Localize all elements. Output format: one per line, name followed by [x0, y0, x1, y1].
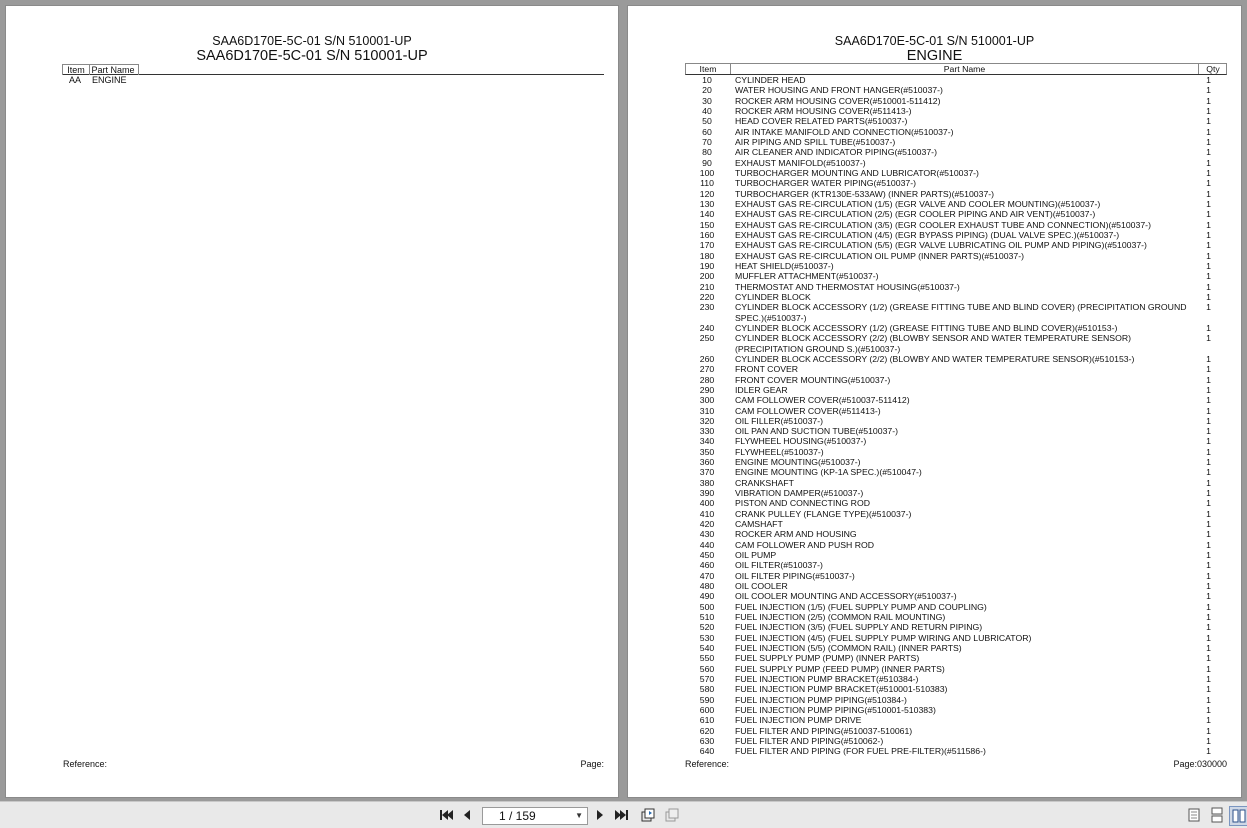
- parts-row[interactable]: [685, 251, 1227, 261]
- index-part-name: ENGINE: [92, 75, 127, 85]
- part-qty: 1: [1206, 550, 1211, 561]
- part-name: CRANKSHAFT: [735, 477, 794, 488]
- part-name: OIL PUMP: [735, 550, 777, 561]
- part-item-number: 380: [699, 477, 715, 488]
- part-name: FUEL INJECTION (4/5) (FUEL SUPPLY PUMP WIRING AND LUBRICATOR): [735, 632, 1032, 643]
- part-name: CYLINDER BLOCK ACCESSORY (1/2) (GREASE FITTING TUBE AND BLIND COVER) (PRECIPITATION GROUND SPEC.)(#510037-): [735, 302, 1187, 323]
- parts-row[interactable]: [685, 457, 1227, 467]
- parts-row[interactable]: [685, 488, 1227, 498]
- part-qty: 1: [1206, 674, 1211, 685]
- part-item-number: 20: [702, 85, 712, 96]
- part-name: MUFFLER ATTACHMENT(#510037-): [735, 271, 879, 282]
- parts-row[interactable]: [685, 385, 1227, 395]
- parts-row[interactable]: [685, 674, 1227, 684]
- part-name: OIL FILTER PIPING(#510037-): [735, 570, 855, 581]
- parts-row[interactable]: [685, 622, 1227, 632]
- part-qty: 1: [1206, 374, 1211, 385]
- parts-row[interactable]: [685, 498, 1227, 508]
- part-name: OIL FILTER(#510037-): [735, 560, 823, 571]
- part-item-number: 410: [699, 508, 715, 519]
- part-qty: 1: [1206, 240, 1211, 251]
- parts-row[interactable]: [685, 354, 1227, 364]
- parts-row[interactable]: [685, 550, 1227, 560]
- part-qty: 1: [1206, 715, 1211, 726]
- part-name: FUEL SUPPLY PUMP (PUMP) (INNER PARTS): [735, 653, 920, 664]
- parts-row[interactable]: [685, 240, 1227, 250]
- continuous-view-icon[interactable]: [1208, 806, 1226, 824]
- part-item-number: 620: [699, 725, 715, 736]
- part-qty: 1: [1206, 136, 1211, 147]
- part-name: EXHAUST GAS RE-CIRCULATION OIL PUMP (INNER PARTS)(#510037-): [735, 250, 1025, 261]
- part-item-number: 590: [699, 694, 715, 705]
- part-name: EXHAUST GAS RE-CIRCULATION (1/5) (EGR VALVE AND COOLER MOUNTING)(#510037-): [735, 198, 1101, 209]
- part-item-number: 160: [699, 229, 715, 240]
- part-item-number: 230: [699, 302, 715, 313]
- part-item-number: 50: [702, 116, 712, 127]
- parts-row[interactable]: [685, 581, 1227, 591]
- column-header-part-name: Part Name: [731, 64, 1199, 74]
- part-item-number: 180: [699, 250, 715, 261]
- parts-row[interactable]: [685, 726, 1227, 736]
- part-qty: 1: [1206, 622, 1211, 633]
- part-qty: 1: [1206, 612, 1211, 623]
- parts-row[interactable]: [685, 364, 1227, 374]
- part-item-number: 560: [699, 663, 715, 674]
- two-page-view-icon[interactable]: [1229, 806, 1247, 826]
- parts-row[interactable]: [685, 664, 1227, 674]
- part-qty: 1: [1206, 167, 1211, 178]
- part-qty: 1: [1206, 229, 1211, 240]
- part-qty: 1: [1206, 105, 1211, 116]
- part-name: PISTON AND CONNECTING ROD: [735, 498, 870, 509]
- parts-row[interactable]: [685, 96, 1227, 106]
- part-name: FUEL INJECTION PUMP DRIVE: [735, 715, 862, 726]
- part-qty: 1: [1206, 529, 1211, 540]
- parts-row[interactable]: [685, 602, 1227, 612]
- part-qty: 1: [1206, 333, 1211, 344]
- parts-row[interactable]: [685, 292, 1227, 302]
- parts-row[interactable]: [685, 633, 1227, 643]
- part-qty: 1: [1206, 322, 1211, 333]
- parts-table: [685, 63, 1227, 757]
- part-name: FUEL INJECTION (3/5) (FUEL SUPPLY AND RETURN PIPING): [735, 622, 983, 633]
- parts-row[interactable]: [685, 406, 1227, 416]
- part-name: FUEL INJECTION (1/5) (FUEL SUPPLY PUMP AND COUPLING): [735, 601, 987, 612]
- parts-row[interactable]: [685, 519, 1227, 529]
- part-qty: 1: [1206, 570, 1211, 581]
- chevron-down-icon: ▼: [575, 811, 583, 820]
- part-item-number: 340: [699, 436, 715, 447]
- part-name: FLYWHEEL HOUSING(#510037-): [735, 436, 867, 447]
- part-name: EXHAUST GAS RE-CIRCULATION (5/5) (EGR VALVE LUBRICATING OIL PUMP AND PIPING)(#510037-): [735, 240, 1147, 251]
- part-item-number: 360: [699, 457, 715, 468]
- single-page-view-icon[interactable]: [1185, 806, 1203, 824]
- part-item-number: 540: [699, 643, 715, 654]
- part-qty: 1: [1206, 653, 1211, 664]
- part-name: EXHAUST MANIFOLD(#510037-): [735, 157, 866, 168]
- right-document-page: [628, 6, 1241, 797]
- parts-row[interactable]: [685, 736, 1227, 746]
- part-qty: 1: [1206, 126, 1211, 137]
- part-item-number: 370: [699, 467, 715, 478]
- last-page-icon[interactable]: [613, 806, 631, 824]
- parts-row[interactable]: [685, 684, 1227, 694]
- part-item-number: 250: [699, 333, 715, 344]
- part-item-number: 500: [699, 601, 715, 612]
- part-name: CYLINDER BLOCK ACCESSORY (2/2) (BLOWBY AND WATER TEMPERATURE SENSOR)(#510153-): [735, 353, 1135, 364]
- part-item-number: 260: [699, 353, 715, 364]
- part-item-number: 350: [699, 446, 715, 457]
- part-qty: 1: [1206, 694, 1211, 705]
- part-name: HEAT SHIELD(#510037-): [735, 260, 834, 271]
- part-qty: 1: [1206, 178, 1211, 189]
- part-name: CYLINDER BLOCK: [735, 291, 811, 302]
- parts-row[interactable]: [685, 116, 1227, 126]
- part-item-number: 640: [699, 746, 715, 757]
- column-header-qty: Qty: [1206, 64, 1220, 74]
- part-name: FUEL FILTER AND PIPING(#510037-510061): [735, 725, 913, 736]
- part-name: FUEL INJECTION (2/5) (COMMON RAIL MOUNTING): [735, 612, 946, 623]
- part-qty: 1: [1206, 405, 1211, 416]
- prev-page-icon[interactable]: [458, 806, 476, 824]
- part-name: IDLER GEAR: [735, 384, 788, 395]
- part-item-number: 40: [702, 105, 712, 116]
- part-item-number: 70: [702, 136, 712, 147]
- part-item-number: 610: [699, 715, 715, 726]
- part-name: THERMOSTAT AND THERMOSTAT HOUSING(#510037-): [735, 281, 960, 292]
- parts-row[interactable]: [685, 147, 1227, 157]
- part-item-number: 30: [702, 95, 712, 106]
- part-name: FRONT COVER: [735, 364, 799, 375]
- part-name: CAM FOLLOWER COVER(#510037-511412): [735, 395, 910, 406]
- part-name: FUEL INJECTION PUMP BRACKET(#510001-510383): [735, 684, 948, 695]
- part-name: FLYWHEEL(#510037-): [735, 446, 824, 457]
- parts-row[interactable]: [685, 612, 1227, 622]
- parts-row[interactable]: [685, 230, 1227, 240]
- part-qty: 1: [1206, 260, 1211, 271]
- part-name: AIR PIPING AND SPILL TUBE(#510037-): [735, 136, 896, 147]
- parts-row[interactable]: [685, 137, 1227, 147]
- parts-row[interactable]: [685, 85, 1227, 95]
- part-qty: 1: [1206, 467, 1211, 478]
- part-item-number: 150: [699, 219, 715, 230]
- part-item-number: 210: [699, 281, 715, 292]
- part-item-number: 300: [699, 395, 715, 406]
- part-qty: 1: [1206, 705, 1211, 716]
- right-reference-label: Reference:: [685, 759, 730, 769]
- part-qty: 1: [1206, 188, 1211, 199]
- page-number-select[interactable]: [482, 807, 588, 825]
- part-item-number: 390: [699, 488, 715, 499]
- part-qty: 1: [1206, 75, 1211, 85]
- part-qty: 1: [1206, 446, 1211, 457]
- part-item-number: 480: [699, 581, 715, 592]
- part-name: FUEL FILTER AND PIPING (FOR FUEL PRE-FILTER)(#511586-): [735, 746, 986, 757]
- part-qty: 1: [1206, 539, 1211, 550]
- parts-row[interactable]: [685, 416, 1227, 426]
- part-name: EXHAUST GAS RE-CIRCULATION (3/5) (EGR COOLER EXHAUST TUBE AND CONNECTION)(#510037-): [735, 219, 1151, 230]
- left-reference-label: Reference:: [63, 759, 108, 769]
- part-item-number: 100: [699, 167, 715, 178]
- part-item-number: 90: [702, 157, 712, 168]
- part-qty: 1: [1206, 508, 1211, 519]
- parts-row[interactable]: [685, 478, 1227, 488]
- part-qty: 1: [1206, 353, 1211, 364]
- part-qty: 1: [1206, 384, 1211, 395]
- parts-row[interactable]: [685, 571, 1227, 581]
- index-item-code: AA: [68, 75, 81, 85]
- part-qty: 1: [1206, 302, 1211, 313]
- part-name: HEAD COVER RELATED PARTS(#510037-): [735, 116, 908, 127]
- part-name: OIL PAN AND SUCTION TUBE(#510037-): [735, 426, 899, 437]
- parts-row[interactable]: [685, 746, 1227, 756]
- parts-row[interactable]: [685, 282, 1227, 292]
- part-name: CYLINDER BLOCK ACCESSORY (1/2) (GREASE FITTING TUBE AND BLIND COVER)(#510153-): [735, 322, 1118, 333]
- part-qty: 1: [1206, 209, 1211, 220]
- parts-row[interactable]: [685, 705, 1227, 715]
- part-name: OIL FILLER(#510037-): [735, 415, 824, 426]
- part-item-number: 130: [699, 198, 715, 209]
- part-qty: 1: [1206, 581, 1211, 592]
- part-item-number: 530: [699, 632, 715, 643]
- part-qty: 1: [1206, 591, 1211, 602]
- part-item-number: 420: [699, 519, 715, 530]
- part-qty: 1: [1206, 477, 1211, 488]
- part-name: FUEL INJECTION (5/5) (COMMON RAIL) (INNER PARTS): [735, 643, 962, 654]
- part-item-number: 520: [699, 622, 715, 633]
- part-name: OIL COOLER: [735, 581, 788, 592]
- parts-row[interactable]: [685, 447, 1227, 457]
- part-name: EXHAUST GAS RE-CIRCULATION (4/5) (EGR BYPASS PIPING) (DUAL VALVE SPEC.)(#510037-): [735, 229, 1120, 240]
- part-item-number: 10: [702, 75, 712, 85]
- part-name: CYLINDER HEAD: [735, 75, 806, 85]
- part-qty: 1: [1206, 85, 1211, 96]
- part-item-number: 630: [699, 736, 715, 746]
- parts-row[interactable]: [685, 106, 1227, 116]
- parts-row[interactable]: [685, 375, 1227, 385]
- left-page-number-label: Page:: [580, 759, 604, 769]
- part-qty: 1: [1206, 395, 1211, 406]
- parts-row[interactable]: [685, 261, 1227, 271]
- part-item-number: 270: [699, 364, 715, 375]
- part-item-number: 440: [699, 539, 715, 550]
- part-name: FRONT COVER MOUNTING(#510037-): [735, 374, 891, 385]
- parts-row[interactable]: [685, 591, 1227, 601]
- parts-row[interactable]: [685, 395, 1227, 405]
- parts-row[interactable]: [685, 643, 1227, 653]
- part-item-number: 450: [699, 550, 715, 561]
- part-qty: 1: [1206, 291, 1211, 302]
- part-item-number: 110: [700, 178, 714, 189]
- part-item-number: 460: [699, 560, 715, 571]
- column-header-item: Item: [686, 64, 731, 74]
- part-qty: 1: [1206, 684, 1211, 695]
- part-qty: 1: [1206, 250, 1211, 261]
- index-row[interactable]: [62, 75, 604, 85]
- right-page-header-title: ENGINE: [906, 48, 963, 64]
- parts-row[interactable]: [685, 509, 1227, 519]
- part-item-number: 470: [699, 570, 715, 581]
- part-item-number: 280: [699, 374, 715, 385]
- left-page-header-title: SAA6D170E-5C-01 S/N 510001-UP: [196, 48, 428, 64]
- part-item-number: 220: [699, 291, 715, 302]
- part-item-number: 430: [699, 529, 715, 540]
- part-name: ENGINE MOUNTING(#510037-): [735, 457, 861, 468]
- part-name: AIR INTAKE MANIFOLD AND CONNECTION(#510037-): [735, 126, 954, 137]
- parts-row[interactable]: [685, 178, 1227, 188]
- column-header-part-name: Part Name: [88, 64, 139, 75]
- part-qty: 1: [1206, 560, 1211, 571]
- parts-row[interactable]: [685, 436, 1227, 446]
- first-page-icon[interactable]: [437, 806, 455, 824]
- part-qty: 1: [1206, 436, 1211, 447]
- part-qty: 1: [1206, 663, 1211, 674]
- part-qty: 1: [1206, 725, 1211, 736]
- part-item-number: 60: [702, 126, 712, 137]
- left-page-header-model: SAA6D170E-5C-01 S/N 510001-UP: [212, 34, 412, 48]
- part-qty: 1: [1206, 426, 1211, 437]
- part-item-number: 310: [699, 405, 715, 416]
- parts-row[interactable]: [685, 695, 1227, 705]
- parts-row[interactable]: [685, 529, 1227, 539]
- part-name: TURBOCHARGER WATER PIPING(#510037-): [735, 178, 917, 189]
- part-name: WATER HOUSING AND FRONT HANGER(#510037-): [735, 85, 943, 96]
- part-name: ROCKER ARM HOUSING COVER(#510001-511412): [735, 95, 941, 106]
- part-item-number: 330: [699, 426, 715, 437]
- part-qty: 1: [1206, 198, 1211, 209]
- parts-row[interactable]: [685, 189, 1227, 199]
- parts-row[interactable]: [685, 333, 1227, 354]
- part-name: CAM FOLLOWER COVER(#511413-): [735, 405, 881, 416]
- parts-row[interactable]: [685, 158, 1227, 168]
- part-qty: 1: [1206, 157, 1211, 168]
- parts-row[interactable]: [685, 209, 1227, 219]
- index-table: [62, 64, 604, 85]
- part-item-number: 200: [699, 271, 715, 282]
- part-name: TURBOCHARGER (KTR130E-533AW) (INNER PARTS)(#510037-): [735, 188, 995, 199]
- right-page-header-model: SAA6D170E-5C-01 S/N 510001-UP: [834, 34, 1035, 48]
- part-qty: 1: [1206, 457, 1211, 468]
- part-name: ENGINE MOUNTING (KP-1A SPEC.)(#510047-): [735, 467, 922, 478]
- rotate-icon[interactable]: [639, 806, 657, 824]
- part-name: TURBOCHARGER MOUNTING AND LUBRICATOR(#510037-): [735, 167, 979, 178]
- part-item-number: 80: [702, 147, 712, 158]
- index-table-header: [62, 64, 604, 75]
- part-qty: 1: [1206, 271, 1211, 282]
- right-page-number-label: Page:030000: [1173, 759, 1227, 769]
- parts-row[interactable]: [685, 560, 1227, 570]
- part-name: AIR CLEANER AND INDICATOR PIPING(#510037-): [735, 147, 937, 158]
- part-qty: 1: [1206, 364, 1211, 375]
- part-name: FUEL INJECTION PUMP BRACKET(#510384-): [735, 674, 919, 685]
- part-item-number: 570: [699, 674, 715, 685]
- part-item-number: 190: [699, 260, 715, 271]
- part-item-number: 240: [699, 322, 715, 333]
- page-indicator: 1 / 159: [499, 809, 536, 823]
- part-item-number: 320: [699, 415, 715, 426]
- part-qty: 1: [1206, 281, 1211, 292]
- part-name: ROCKER ARM AND HOUSING: [735, 529, 857, 540]
- part-item-number: 140: [699, 209, 715, 220]
- part-qty: 1: [1206, 736, 1211, 746]
- part-name: EXHAUST GAS RE-CIRCULATION (2/5) (EGR COOLER PIPING AND AIR VENT)(#510037-): [735, 209, 1096, 220]
- part-qty: 1: [1206, 519, 1211, 530]
- parts-row[interactable]: [685, 271, 1227, 281]
- part-name: FUEL INJECTION PUMP PIPING(#510384-): [735, 694, 907, 705]
- parts-row[interactable]: [685, 75, 1227, 85]
- part-name: CYLINDER BLOCK ACCESSORY (2/2) (BLOWBY SENSOR AND WATER TEMPERATURE SENSOR)(PRECIPITATION GROUND S.)(#510037-): [735, 333, 1132, 354]
- parts-row[interactable]: [685, 426, 1227, 436]
- part-qty: 1: [1206, 147, 1211, 158]
- part-qty: 1: [1206, 632, 1211, 643]
- parts-row[interactable]: [685, 653, 1227, 663]
- parts-row[interactable]: [685, 199, 1227, 209]
- part-name: CAMSHAFT: [735, 519, 783, 530]
- part-item-number: 550: [699, 653, 715, 664]
- part-qty: 1: [1206, 601, 1211, 612]
- parts-table-header: [685, 63, 1227, 75]
- part-qty: 1: [1206, 488, 1211, 499]
- part-qty: 1: [1206, 116, 1211, 127]
- part-item-number: 120: [699, 188, 715, 199]
- part-qty: 1: [1206, 746, 1211, 757]
- part-name: ROCKER ARM HOUSING COVER(#511413-): [735, 105, 912, 116]
- part-item-number: 510: [699, 612, 715, 623]
- part-name: CRANK PULLEY (FLANGE TYPE)(#510037-): [735, 508, 912, 519]
- part-item-number: 600: [699, 705, 715, 716]
- parts-row[interactable]: [685, 127, 1227, 137]
- viewer-toolbar: [0, 801, 1247, 828]
- part-name: FUEL SUPPLY PUMP (FEED PUMP) (INNER PARTS): [735, 663, 945, 674]
- part-name: VIBRATION DAMPER(#510037-): [735, 488, 864, 499]
- parts-row[interactable]: [685, 715, 1227, 725]
- parts-row[interactable]: [685, 302, 1227, 323]
- part-item-number: 290: [699, 384, 715, 395]
- part-qty: 1: [1206, 498, 1211, 509]
- part-item-number: 170: [699, 240, 715, 251]
- part-name: FUEL FILTER AND PIPING(#510062-): [735, 736, 884, 746]
- part-name: FUEL INJECTION PUMP PIPING(#510001-510383): [735, 705, 936, 716]
- part-name: OIL COOLER MOUNTING AND ACCESSORY(#510037-): [735, 591, 957, 602]
- part-qty: 1: [1206, 643, 1211, 654]
- part-qty: 1: [1206, 95, 1211, 106]
- parts-row[interactable]: [685, 540, 1227, 550]
- part-qty: 1: [1206, 415, 1211, 426]
- parts-row[interactable]: [685, 467, 1227, 477]
- part-item-number: 490: [699, 591, 715, 602]
- parts-row[interactable]: [685, 323, 1227, 333]
- part-item-number: 580: [699, 684, 715, 695]
- thumbnail-icon[interactable]: [663, 806, 681, 824]
- parts-row[interactable]: [685, 168, 1227, 178]
- next-page-icon[interactable]: [591, 806, 609, 824]
- part-qty: 1: [1206, 219, 1211, 230]
- column-header-item: Item: [62, 64, 90, 75]
- left-document-page: [6, 6, 618, 797]
- part-name: CAM FOLLOWER AND PUSH ROD: [735, 539, 875, 550]
- parts-row[interactable]: [685, 220, 1227, 230]
- part-item-number: 400: [699, 498, 715, 509]
